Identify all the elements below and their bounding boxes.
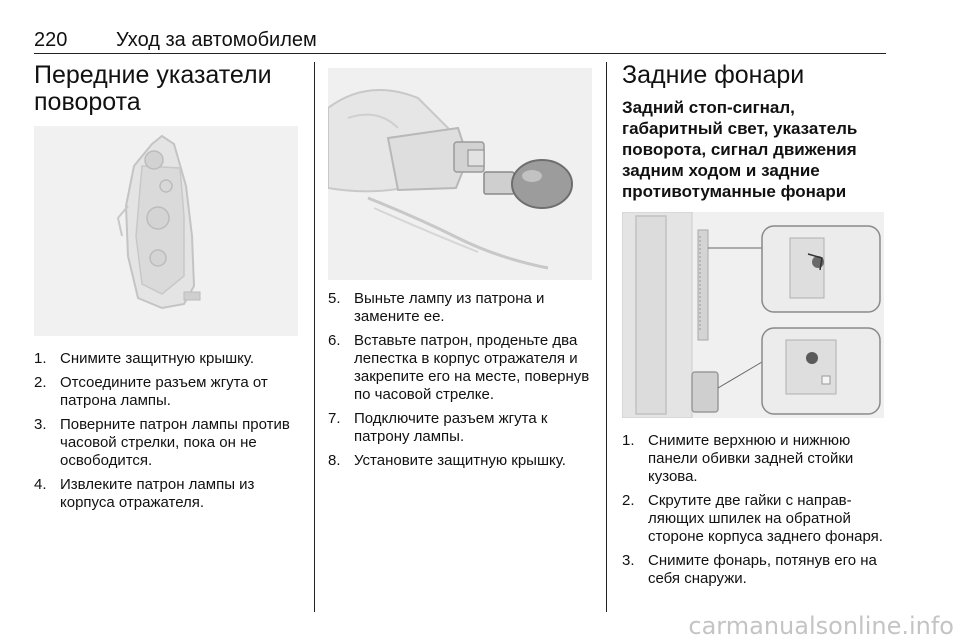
list-item: 8. Установите защитную крышку. (328, 452, 566, 469)
column-bulb-replacement (328, 62, 592, 476)
column-front-indicators (34, 62, 302, 518)
steps-list-front (34, 350, 302, 512)
steps-list-rear (622, 432, 886, 588)
rear-light-illustration (622, 212, 884, 418)
list-item: 5. Выньте лампу из патрона и замените ее. (328, 290, 545, 325)
section-subheading-rear-lights: Задний стоп-сигнал, габаритный свет, указатель поворота, сигнал движения задним ходом и задние противотуманные фонари (622, 98, 858, 201)
bulb-illustration (328, 68, 592, 280)
page-header (34, 27, 886, 54)
steps-list-bulb (328, 290, 592, 470)
figure-rear-light-removal (622, 212, 884, 418)
page-number: 220 (34, 29, 68, 51)
list-item: 7. Подключите разъем жгута к патрону лампы. (328, 410, 548, 445)
list-item: 6. Вставьте патрон, проденьте два лепестка в корпус отражателя и закрепите его на месте, повернув по часовой стрелке. (328, 332, 590, 403)
figure-bulb-replacement (328, 68, 592, 280)
column-rear-lights (622, 62, 886, 594)
list-item: 3. Снимите фонарь, потянув его на себя снаружи. (622, 552, 877, 587)
watermark: carmanualsonline.info (688, 612, 954, 640)
front-lamp-illustration (34, 126, 298, 336)
column-divider-1 (314, 62, 315, 612)
list-item: 1. Снимите защитную крышку. (34, 350, 255, 367)
section-heading-rear-lights: Задние фонари (622, 61, 805, 89)
column-divider-2 (606, 62, 607, 612)
list-item: 2. Отсоедините разъем жгута от патрона лампы. (34, 374, 268, 409)
chapter-title: Уход за автомобилем (116, 29, 317, 51)
list-item: 3. Поверните патрон лампы против часовой стрелки, пока он не освободится. (34, 416, 290, 469)
list-item: 1. Снимите верхнюю и нижнюю панели обивки задней стойки кузова. (622, 432, 854, 485)
figure-front-indicator-lamp (34, 126, 298, 336)
list-item: 2. Скрутите две гайки с направляющих шпилек на обратной стороне корпуса заднего фонаря. (622, 492, 883, 545)
list-item: 4. Извлеките патрон лампы из корпуса отражателя. (34, 476, 255, 511)
section-heading-front-indicators: Передние указатели поворота (34, 61, 272, 116)
